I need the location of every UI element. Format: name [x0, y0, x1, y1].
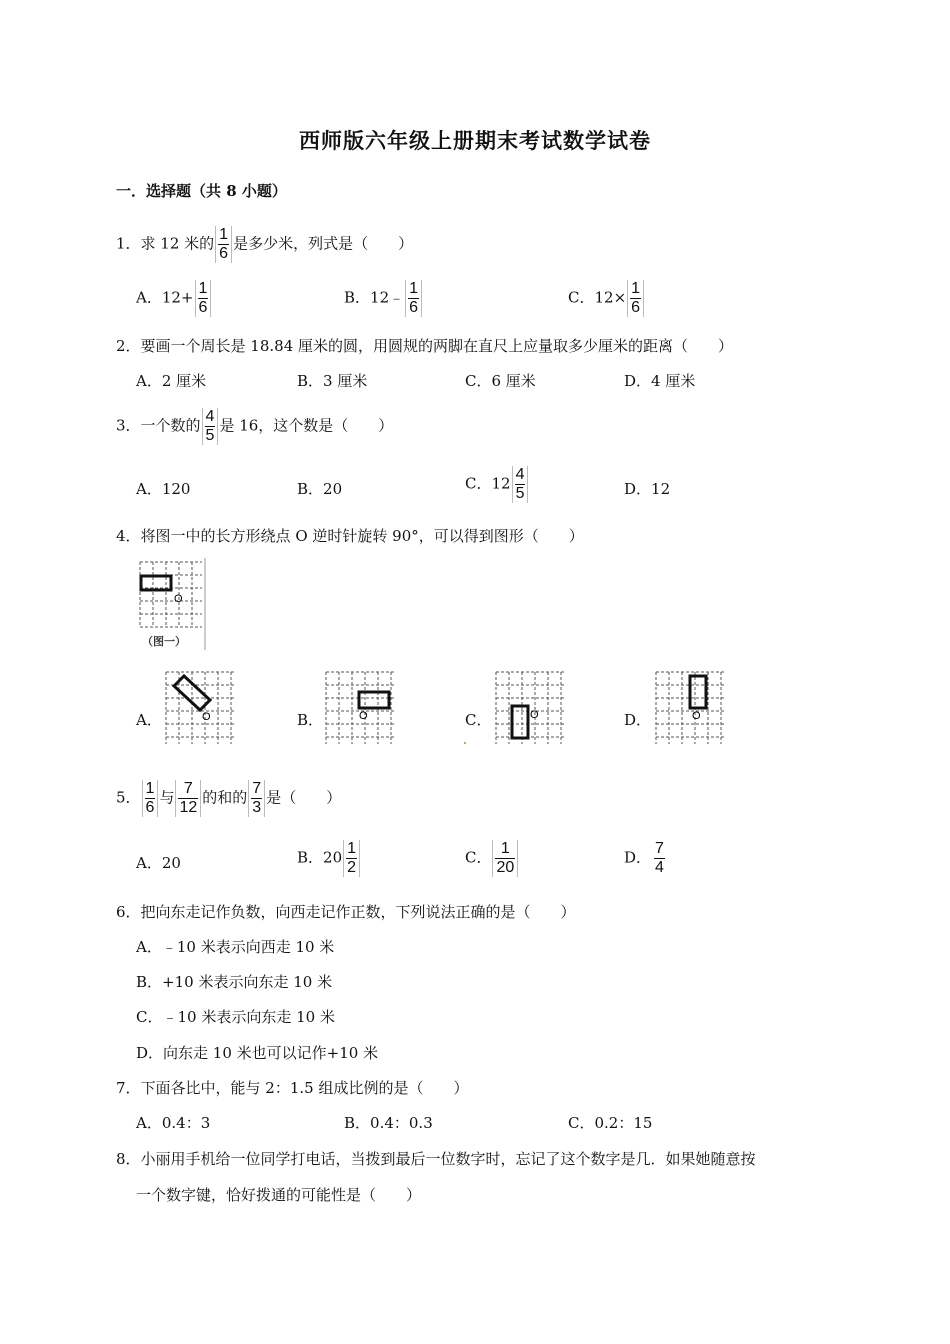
q1-option-b-fraction: $\frac{1}{6}$: [405, 280, 422, 317]
q4-option-a-figure[interactable]: [162, 668, 240, 748]
page-title: 西师版六年级上册期末考试数学试卷: [299, 128, 651, 153]
figure-one: [136, 558, 208, 652]
q6-option-c[interactable]: C．﹣10 米表示向东走 10 米: [136, 1008, 335, 1026]
q4-option-d[interactable]: D．: [624, 711, 652, 729]
q3-option-b[interactable]: B．20: [297, 480, 343, 498]
q1-fraction: $\frac{1}{6}$: [215, 226, 232, 263]
option-d-point-o: O: [692, 710, 701, 722]
q2-option-a[interactable]: A．2 厘米: [136, 372, 207, 390]
q1-prefix: 1．求 12 米的: [116, 234, 215, 253]
q6-option-b[interactable]: B．+10 米表示向东走 10 米: [136, 973, 333, 991]
q3-option-c-fraction: $\frac{4}{5}$: [512, 466, 529, 503]
q5-option-b[interactable]: B．20 $\frac{1}{2}$: [297, 840, 361, 877]
question-4: 4．将图一中的长方形绕点 O 逆时针旋转 90°，可以得到图形（ ）: [116, 527, 584, 545]
question-3: 3．一个数的 $\frac{4}{5}$ 是 16，这个数是（ ）: [116, 408, 394, 444]
figure-one-point-o: O: [174, 593, 183, 605]
question-5: 5． $\frac{1}{6}$ 与 $\frac{7}{12}$ 的和的 $\frac{7}{3}$ 是（ ）: [116, 780, 342, 816]
q7-option-a[interactable]: A．0.4：3: [136, 1114, 211, 1132]
q3-fraction: $\frac{4}{5}$: [202, 408, 219, 445]
question-8-line-2: 一个数字键，恰好拨通的可能性是（ ）: [136, 1186, 422, 1204]
q5-fraction-1: $\frac{1}{6}$: [142, 780, 159, 817]
q5-fraction-2: $\frac{7}{12}$: [175, 780, 201, 817]
q6-option-a[interactable]: A．﹣10 米表示向西走 10 米: [136, 938, 335, 956]
q5-option-a[interactable]: A．20: [136, 854, 181, 872]
figure-one-caption: （图一）: [142, 635, 186, 648]
q1-option-a[interactable]: A．12+ $\frac{1}{6}$: [136, 280, 212, 317]
option-c-point-o: O: [530, 709, 539, 721]
question-2: 2．要画一个周长是 18.84 厘米的圆，用圆规的两脚在直尺上应量取多少厘米的距离（ ）: [116, 337, 734, 355]
q1-option-a-fraction: $\frac{1}{6}$: [195, 280, 212, 317]
q3-option-c[interactable]: C．12 $\frac{4}{5}$: [465, 466, 529, 503]
q1-suffix: 是多少米，列式是（ ）: [233, 234, 414, 253]
q7-option-b[interactable]: B．0.4：0.3: [344, 1114, 433, 1132]
question-6: 6．把向东走记作负数，向西走记作正数，下列说法正确的是（ ）: [116, 903, 576, 921]
q3-option-a[interactable]: A．120: [136, 480, 191, 498]
q6-option-d[interactable]: D．向东走 10 米也可以记作+10 米: [136, 1044, 379, 1062]
q4-option-b-figure[interactable]: [322, 668, 400, 748]
q5-option-b-fraction: $\frac{1}{2}$: [343, 840, 360, 877]
q5-option-d-fraction: $\frac{7}{4}$: [655, 840, 664, 876]
q5-option-d[interactable]: D． $\frac{7}{4}$: [624, 840, 668, 877]
q4-option-b[interactable]: B．: [297, 711, 324, 729]
q3-option-d[interactable]: D．12: [624, 480, 671, 498]
q4-option-c-figure[interactable]: [492, 668, 570, 748]
q2-option-b[interactable]: B．3 厘米: [297, 372, 368, 390]
q1-option-c-fraction: $\frac{1}{6}$: [627, 280, 644, 317]
section-heading: 一．选择题（共 8 小题）: [116, 182, 287, 200]
q4-option-d-figure[interactable]: [652, 668, 730, 748]
speck: [464, 742, 466, 744]
q5-option-c-fraction: $\frac{1}{20}$: [492, 840, 518, 877]
q1-option-b[interactable]: B．12﹣ $\frac{1}{6}$: [344, 280, 423, 317]
q2-option-d[interactable]: D．4 厘米: [624, 372, 696, 390]
q5-fraction-3: $\frac{7}{3}$: [248, 780, 265, 817]
q4-option-a[interactable]: A．: [136, 711, 162, 729]
q4-option-c[interactable]: C．: [465, 711, 492, 729]
question-7: 7．下面各比中，能与 2：1.5 组成比例的是（ ）: [116, 1079, 469, 1097]
q5-option-c[interactable]: C． $\frac{1}{20}$: [465, 840, 519, 877]
option-a-point-o: O: [202, 711, 211, 723]
option-b-point-o: O: [359, 710, 368, 722]
question-1: [116, 226, 413, 263]
q2-option-c[interactable]: C．6 厘米: [465, 372, 536, 390]
question-8-line-1: 8．小丽用手机给一位同学打电话，当拨到最后一位数字时，忘记了这个数字是几．如果她随意按: [116, 1150, 756, 1168]
q1-option-c[interactable]: C．12× $\frac{1}{6}$: [568, 280, 645, 317]
q7-option-c[interactable]: C．0.2：15: [568, 1114, 653, 1132]
